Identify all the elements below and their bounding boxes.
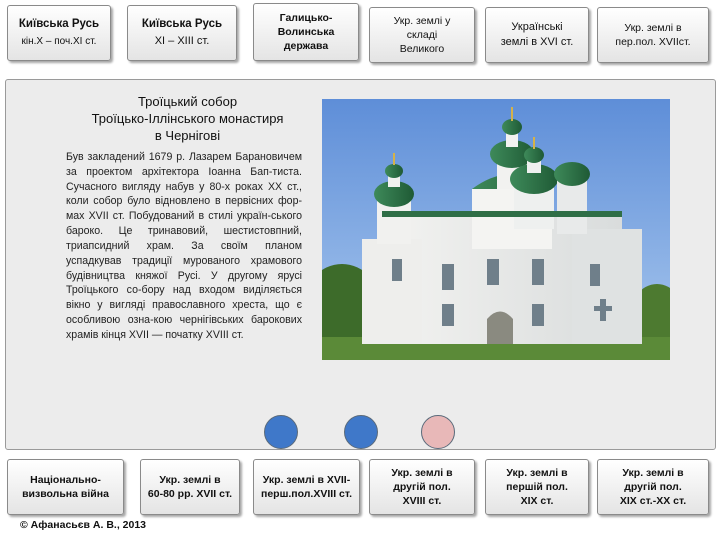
nav-label: Укр. землі в другій пол. XIX ст.-XX ст. <box>619 466 687 508</box>
article-heading: Троїцький собор Троїцько-Іллінського монастиря в Чернігові <box>91 94 284 143</box>
nav-title: Київська Русь <box>141 17 223 30</box>
nav-subtitle: ХІ – ХІІІ ст. <box>154 35 210 48</box>
nav-circle-first[interactable] <box>264 415 298 449</box>
nav-early-17th-century[interactable] <box>597 7 709 63</box>
nav-label: Національно- визвольна війна <box>22 473 109 500</box>
nav-kyivan-rus-early[interactable] <box>7 5 111 61</box>
nav-16th-century[interactable] <box>485 7 589 63</box>
nav-label: Укр. землі у складі Великого <box>393 14 451 56</box>
nav-label: Укр. землі в другій пол. XVIII ст. <box>391 466 453 508</box>
nav-1660-1680[interactable] <box>140 459 240 515</box>
nav-label: Українські землі в XVI ст. <box>500 21 574 48</box>
nav-19th-20th-century[interactable] <box>597 459 709 515</box>
nav-circle-second[interactable] <box>344 415 378 449</box>
nav-kyivan-rus-late[interactable] <box>127 5 237 61</box>
nav-label: Укр. землі в XVII- перш.пол.XVIII ст. <box>261 473 352 500</box>
nav-label: Укр. землі в пер.пол. XVIIст. <box>615 21 691 48</box>
nav-national-liberation-war[interactable] <box>7 459 124 515</box>
nav-early-19th-century[interactable] <box>485 459 589 515</box>
nav-late-18th-century[interactable] <box>369 459 475 515</box>
nav-circle-third[interactable] <box>421 415 455 449</box>
article-body: Був закладений 1679 р. Лазарем Барановичем за проектом архітектора Іоанна Бап-тиста. Сучасного вигляду набув у 80-х роках XX ст., коли собор було відновлено в первісних фор-мах XVII ст. Побудований в стилі україн-ського бароко. Це тринавовий, шестистовпний, триапсидний храм. За своїм планом успадкував традиції мурованого храмового будівництва княжої Русі. У другому ярусі Троїцького со-бору над входом виділяється вікно у вигляді православного хреста, що є особливою озна-кою чернігівських барокових храмів кінця XVII — початку XVIII ст. <box>66 151 302 341</box>
cathedral-photo <box>322 99 670 360</box>
nav-label: Галицько- Волинська держава <box>277 11 335 53</box>
cathedral-illustration <box>322 99 670 360</box>
nav-grand-duchy[interactable] <box>369 7 475 63</box>
nav-title: Київська Русь <box>18 18 100 31</box>
nav-17th-18th-century[interactable] <box>253 459 360 515</box>
nav-label: Укр. землі в першій пол. XIX ст. <box>506 466 568 508</box>
nav-label: Укр. землі в 60-80 рр. XVII ст. <box>147 473 233 500</box>
nav-subtitle: кін.Х – поч.ХІ ст. <box>21 36 97 47</box>
copyright-text: © Афанасьєв А. В., 2013 <box>20 519 147 531</box>
nav-galicia-volhynia[interactable] <box>253 3 359 61</box>
